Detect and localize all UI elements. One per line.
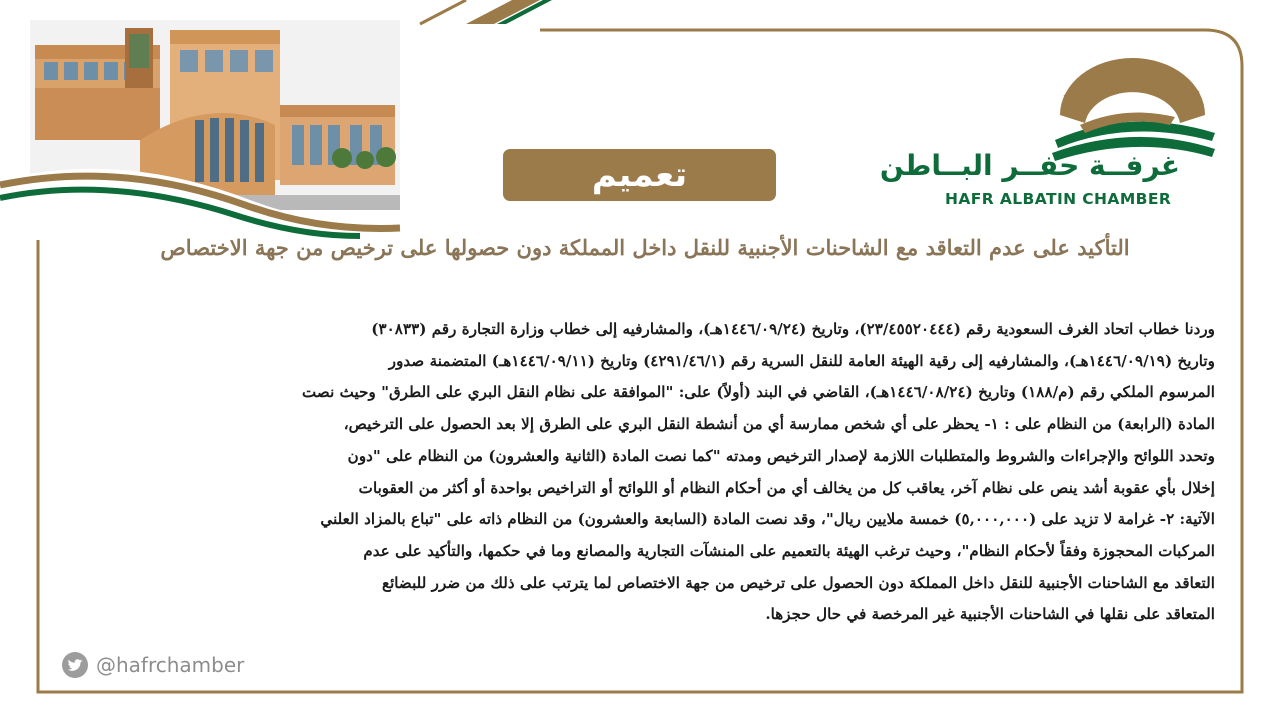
social-handle-footer[interactable] xyxy=(62,650,244,680)
body-line: المركبات المحجوزة وفقاً لأحكام النظام"، وحيث ترغب الهيئة بالتعميم على المنشآت التجارية والمصانع وما في حكمها، والتأكيد على عدم xyxy=(363,541,1215,560)
circular-body xyxy=(45,314,1215,631)
body-line: التعاقد مع الشاحنات الأجنبية للنقل داخل المملكة دون الحصول على ترخيص من جهة الاختصاص لما يترتب على ذلك من ضرر للبضائع xyxy=(381,573,1215,592)
body-line: وتاريخ (١٤٤٦/٠٩/١٩هـ)، والمشارفيه إلى رقية الهيئة العامة للنقل السرية رقم (٤٢٩١/٤٦/١) وتاريخ (١٤٤٦/٠٩/١١هـ) المتضمنة صدور xyxy=(388,351,1215,370)
body-line: وردنا خطاب اتحاد الغرف السعودية رقم (٢٣/٤٥٥٢٠٤٤٤)، وتاريخ (١٤٤٦/٠٩/٢٤هـ)، والمشارفيه إلى خطاب وزارة التجارة رقم (٣٠٨٣٣) xyxy=(371,320,1215,338)
circular-title: تعميم xyxy=(591,155,688,195)
chamber-building-image xyxy=(0,0,460,240)
social-handle-text[interactable]: @hafrchamber xyxy=(96,653,245,677)
body-line: المتعاقد على نقلها في الشاحنات الأجنبية غير المرخصة في حال حجزها. xyxy=(765,605,1215,624)
body-line: المادة (الرابعة) من النظام على : ١- يحظر على أي شخص ممارسة أي من أنشطة النقل البري على الطرق إلا بعد الحصول على الترخيص، xyxy=(343,415,1215,434)
circular-title-badge xyxy=(503,149,776,201)
logo-name-english: HAFR ALBATIN CHAMBER xyxy=(945,190,1172,208)
logo-name-arabic: غرفــة حفــر البــاطن xyxy=(879,149,1180,182)
body-line: المرسوم الملكي رقم (م/١٨٨) وتاريخ (١٤٤٦/٠٨/٢٤هـ)، القاضي في البند (أولاً) على: "الموافقة على نظام النقل البري على الطرق" وحيث نصت xyxy=(301,383,1215,402)
body-line: الآتية: ٢- غرامة لا تزيد على (٥,٠٠٠,٠٠٠) خمسة ملايين ريال"، وقد نصت المادة (السابعة والعشرون) من النظام ذاته على "تباع بالمزاد العلني xyxy=(320,510,1215,529)
twitter-bird-icon xyxy=(62,652,88,678)
circular-subject: التأكيد على عدم التعاقد مع الشاحنات الأجنبية للنقل داخل المملكة دون حصولها على ترخيص من جهة الاختصاص xyxy=(160,235,1130,260)
body-line: وتحدد اللوائح والإجراءات والشروط والمتطلبات اللازمة لإصدار الترخيص ومدته "كما نصت المادة (الثانية والعشرون) من النظام على "دون xyxy=(347,446,1215,465)
body-line: إخلال بأي عقوبة أشد ينص على نظام آخر، يعاقب كل من يخالف أي من أحكام النظام أو اللوائح أو التراخيص بواحدة أو أكثر من العقوبات xyxy=(358,478,1215,497)
